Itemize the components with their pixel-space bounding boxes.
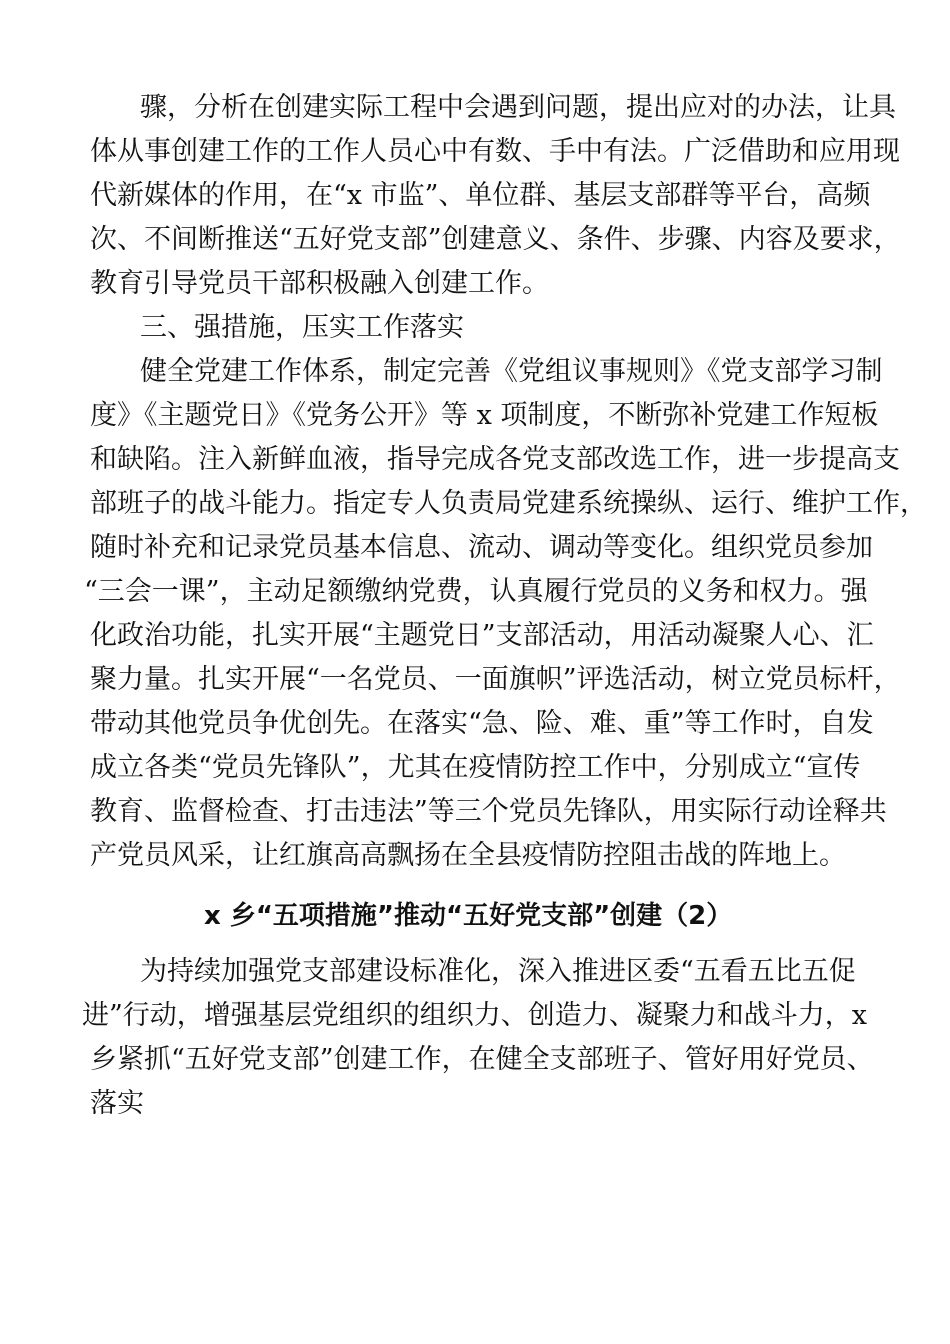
paragraph-line: 骤，分析在创建实际工程中会遇到问题，提出应对的办法，让具 bbox=[140, 92, 896, 123]
paragraph-line: 部班子的战斗能力。指定专人负责局党建系统操纵、运行、维护工作， bbox=[90, 488, 927, 519]
paragraph-line: 落实 bbox=[90, 1088, 144, 1119]
paragraph-line: 成立各类“党员先锋队”，尤其在疫情防控工作中，分别成立“宣传 bbox=[90, 752, 861, 783]
section-heading: 三、强措施，压实工作落实 bbox=[140, 312, 464, 343]
paragraph-line: 聚力量。扎实开展“一名党员、一面旗帜”评选活动，树立党员标杆， bbox=[90, 664, 901, 695]
paragraph-line: 次、不间断推送“五好党支部”创建意义、条件、步骤、内容及要求， bbox=[90, 224, 901, 255]
paragraph-line: 度》《主题党日》《党务公开》等 x 项制度，不断弥补党建工作短板 bbox=[90, 400, 879, 431]
article-title: x 乡“五项措施”推动“五好党支部”创建（2） bbox=[204, 901, 733, 931]
paragraph-line: 教育引导党员干部积极融入创建工作。 bbox=[90, 268, 549, 299]
paragraph-line: 带动其他党员争优创先。在落实“急、险、难、重”等工作时，自发 bbox=[90, 708, 874, 739]
paragraph-line: 健全党建工作体系，制定完善《党组议事规则》《党支部学习制 bbox=[140, 356, 883, 387]
paragraph-line: 进”行动，增强基层党组织的组织力、创造力、凝聚力和战斗力，x bbox=[82, 1000, 868, 1031]
paragraph-line: 为持续加强党支部建设标准化，深入推进区委“五看五比五促 bbox=[140, 956, 856, 987]
paragraph-line: “三会一课”，主动足额缴纳党费，认真履行党员的义务和权力。强 bbox=[84, 576, 868, 607]
paragraph-line: 体从事创建工作的工作人员心中有数、手中有法。广泛借助和应用现 bbox=[90, 136, 900, 167]
paragraph-line: 代新媒体的作用，在“x 市监”、单位群、基层支部群等平台，高频 bbox=[90, 180, 871, 211]
paragraph-line: 产党员风采，让红旗高高飘扬在全县疫情防控阻击战的阵地上。 bbox=[90, 840, 846, 871]
paragraph-line: 教育、监督检查、打击违法”等三个党员先锋队，用实际行动诠释共 bbox=[90, 796, 887, 827]
paragraph-line: 随时补充和记录党员基本信息、流动、调动等变化。组织党员参加 bbox=[90, 532, 873, 563]
paragraph-line: 乡紧抓“五好党支部”创建工作，在健全支部班子、管好用好党员、 bbox=[90, 1044, 874, 1075]
paragraph-line: 和缺陷。注入新鲜血液，指导完成各党支部改选工作，进一步提高支 bbox=[90, 444, 900, 475]
paragraph-line: 化政治功能，扎实开展“主题党日”支部活动，用活动凝聚人心、汇 bbox=[90, 620, 874, 651]
